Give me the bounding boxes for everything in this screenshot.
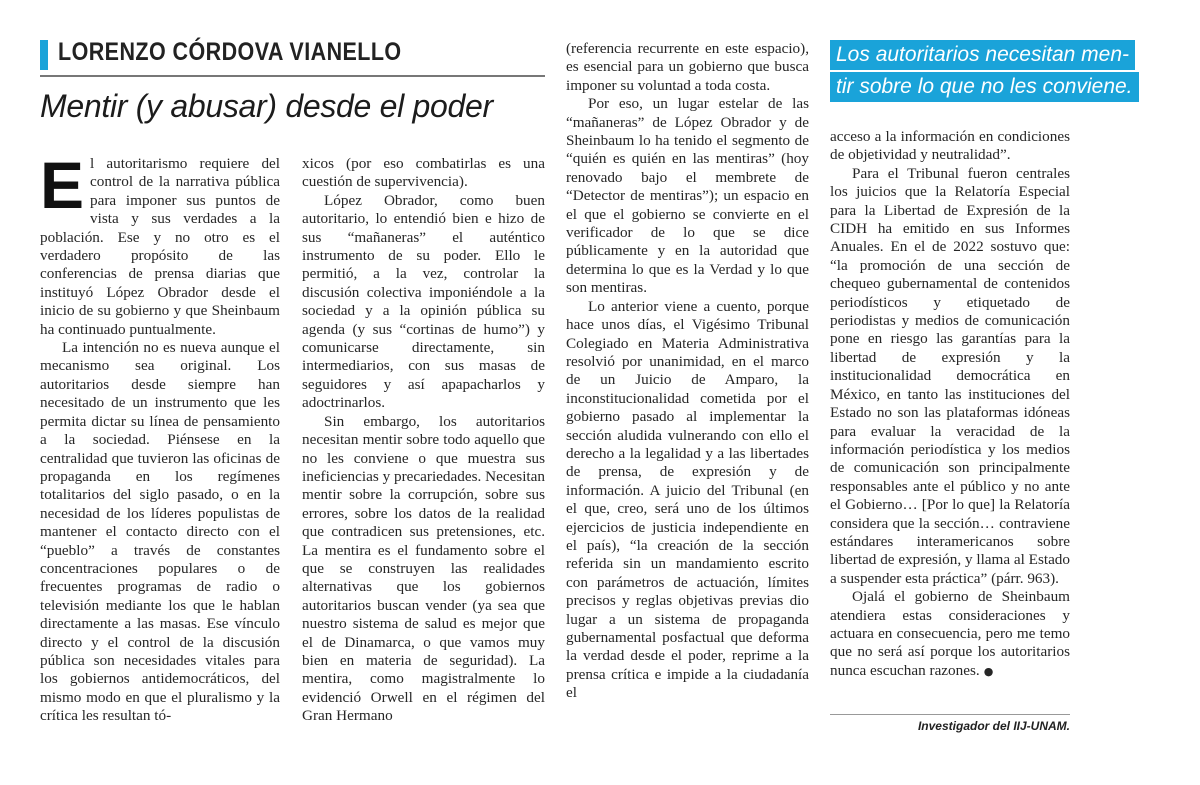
author-name: LORENZO CÓRDOVA VIANELLO bbox=[58, 38, 402, 66]
author-credit: Investigador del IIJ-UNAM. bbox=[917, 719, 1070, 733]
paragraph: xicos (por eso combatirlas es una cuestión de supervivencia). bbox=[302, 155, 545, 191]
column-2 bbox=[302, 155, 545, 726]
paragraph: acceso a la información en condiciones de objetividad y neutralidad”. bbox=[830, 128, 1070, 164]
author-accent-bar bbox=[40, 40, 48, 70]
header-rule bbox=[40, 75, 545, 77]
paragraph: Para el Tribunal fueron centrales los juicios que la Relatoría Especial para la Libertad de Expresión de la CIDH ha emitido en sus Informes Anuales. En el de 2022 sostuvo que: “la promoción de una sección de chequeo gubernamental de contenidos periodísticos y etiquetado de periodistas y medios de comunicación pone en riesgo las garantías para la libertad de expresión y la institucionalidad democrática en México, en tanto las instituciones del Estado no son las plataformas idóneas para evaluar la veracidad de la información periodística y los medios de comunicación son principalmente responsables ante el público y no ante el Gobierno… [Por lo que] la Relatoría considera que la sección… contraviene estándares interamericanos sobre libertad de expresión, y llama al Estado a suspender esta práctica” (párr. 963). bbox=[830, 164, 1070, 587]
paragraph-text: Ojalá el gobierno de Sheinbaum atendiera estas consideraciones y actuara en consecuencia, pero me temo que no será así porque los autoritarios nunca escuchan razones. bbox=[830, 588, 1070, 679]
headline: Mentir (y abusar) desde el poder bbox=[40, 88, 493, 124]
paragraph: López Obrador, como buen autoritario, lo entendió bien e hizo de sus “mañaneras” el auténtico instrumento de su poder. Ello le permitió, a la vez, controlar la discusión colectiva imponiéndole a la sociedad y a la opinión pública su agenda (y sus “cortinas de humo”) y comunicarse directamente, sin intermediarios, con sus masas de seguidores y así apapacharlos y adoctrinarlos. bbox=[302, 191, 545, 412]
pull-quote-line: tir sobre lo que no les conviene. bbox=[830, 72, 1139, 102]
paragraph bbox=[40, 148, 280, 339]
paragraph-text: l autoritarismo requiere del control de la narrativa pública para imponer sus puntos de vista y sus verdades a la población. Ese y no otro es el verdadero propósito de las conferencias de prensa diarias que instituyó López Obrador desde el inicio de su gobierno y que Sheinbaum ha continuado puntualmente. bbox=[40, 155, 280, 338]
paragraph: Por eso, un lugar estelar de las “mañaneras” de López Obrador y de Sheinbaum lo ha tenido el segmento de “quién es quién en las mentiras” (hoy renovado bajo el membrete de “Detector de mentiras”); un espacio en el que el gobierno se convierte en el verificador de lo que se dice públicamente y en la autoridad que determina lo que es la Verdad y lo que son mentiras. bbox=[566, 95, 809, 297]
credit-rule bbox=[830, 714, 1070, 715]
paragraph: La intención no es nueva aunque el mecanismo sea original. Los autoritarios desde siempre han necesitado de un instrumento que les permita dictar su línea de pensamiento a la sociedad. Piénsese en la centralidad que tuvieron las oficinas de propaganda en los regímenes totalitarios del siglo pasado, o en la necesidad de los líderes populistas de mantener el contacto directo con el “pueblo” a través de constantes concentraciones populares o de frecuentes programas de radio o televisión mediante los que le hablan directamente a las masas. Ese vínculo directo y el control de la discusión pública son necesidades vitales para los gobiernos antidemocráticos, del mismo modo en que el pluralismo y la crítica les resultan tó- bbox=[40, 339, 280, 725]
drop-cap: E bbox=[40, 148, 85, 222]
end-mark-icon: ● bbox=[983, 664, 994, 678]
pull-quote bbox=[830, 40, 1185, 104]
paragraph bbox=[830, 588, 1070, 681]
column-3 bbox=[566, 40, 809, 703]
column-1 bbox=[40, 148, 280, 726]
paragraph: (referencia recurrente en este espacio), es esencial para un gobierno que busca imponer su voluntad a toda costa. bbox=[566, 40, 809, 94]
paragraph: Lo anterior viene a cuento, porque hace unos días, el Vigésimo Tribunal Colegiado en Materia Administrativa resolvió por unanimidad, en el marco de un Juicio de Amparo, la inconstitucionalidad cometida por el gobierno pasado al implementar la sección aludida vulnerando con ello el derecho a la legalidad y a las libertades de prensa, de expresión y de información. A juicio del Tribunal (en el que, creo, será uno de los últimos ejercicios de justicia independiente en el país), “la creación de la sección referida sin un mandamiento escrito con parámetros de actuación, límites precisos y reglas objetivas previas dio lugar a un sistema de propaganda gubernamental posfactual que deforma la verdad desde el poder, reprime a la prensa crítica e impide a la ciudadanía el bbox=[566, 297, 809, 702]
column-4 bbox=[830, 128, 1070, 681]
pull-quote-line: Los autoritarios necesitan men- bbox=[830, 40, 1135, 70]
paragraph: Sin embargo, los autoritarios necesitan mentir sobre todo aquello que no les conviene o que muestra sus ineficiencias y precariedades. Necesitan mentir sobre la corrupción, sobre sus errores, sobre los datos de la realidad que contradicen sus pretensiones, etc. La mentira es el fundamento sobre el que se construyen las realidades alternativas que los gobiernos autoritarios buscan vender (ya sea que nuestro sistema de salud es mejor que el de Dinamarca, o que vamos muy bien en materia de seguridad). La mentira, como magistralmente lo evidenció Orwell en el régimen del Gran Hermano bbox=[302, 412, 545, 725]
